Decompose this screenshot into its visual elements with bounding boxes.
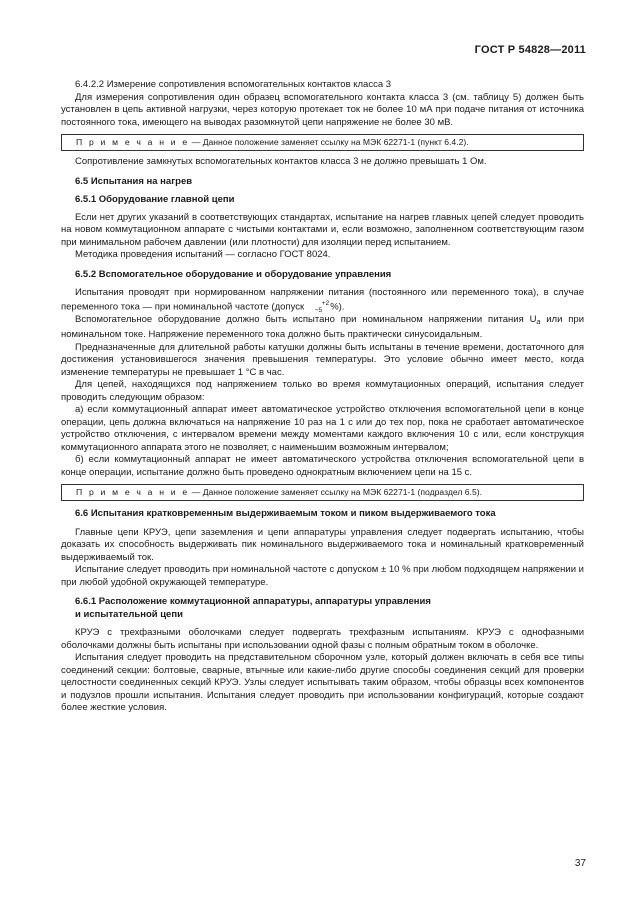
frequency-tolerance — [308, 300, 329, 314]
note-label: П р и м е ч а н и е — [76, 137, 190, 147]
text-run: или при номинальном токе. Напряжение переменного тока должно быть практически синусоидальным. — [61, 313, 585, 341]
paragraph: Сопротивление замкнутых вспомогательных контактов класса 3 не должно превышать 1 Ом. — [75, 156, 487, 167]
document-body — [61, 79, 584, 715]
paragraph: Для цепей, находящихся под напряжением только во время коммутационных операций, испытания следует проводить следующим образом: — [61, 379, 584, 403]
paragraph: Если нет других указаний в соответствующих стандартах, испытание на нагрев главных цепей следует проводить на новом коммутационном аппарате с чистыми контактами и, если возможно, заполненном соответствующим газом при минимальном рабочем давлении (или плотности) для изоляции перед испытанием. — [61, 211, 584, 248]
text-run: Вспомогательное оборудование должно быть испытано при номинальном напряжении питания U — [75, 313, 537, 325]
section-6-5-heading: 6.5 Испытания на нагрев — [75, 175, 193, 187]
list-item-a: а) если коммутационный аппарат имеет автоматическое устройство отключения вспомогательной цепи в конце операции, цепь должна включаться на напряжение 10 раз на 1 с или до тех пор, пока не сработает автоматическое устройство отключения, с интервалом времени между моментами каждого включения 10 с или, если конструкция коммутационного аппарата этого не позволяет, с наименьшим возможным интервалом; — [61, 404, 584, 453]
paragraph — [61, 314, 584, 342]
subscript: a — [536, 318, 541, 326]
note-box — [61, 484, 584, 501]
section-6-6-1-heading-line2: и испытательной цепи — [75, 608, 183, 620]
text-run: %). — [330, 301, 345, 313]
note-text: — Данное положение заменяет ссылку на МЭК 62271-1 (подраздел 6.5). — [189, 487, 482, 498]
paragraph: Испытания следует проводить на представительном сборочном узле, который должен включать в себя все типы соединений секции: болтовые, сварные, втычные или какие-либо другие способы соединения секций для проверки целостности соединенных секций КРУЭ. Узлы следует испытывать таким образом, чтобы образцы всех компонентов и подузлов прошли испытания. Испытания следует проводить при использовании конфигураций, которые создают более жесткие условия. — [61, 652, 584, 714]
standard-header: ГОСТ Р 54828—2011 — [474, 44, 586, 56]
note-text: — Данное положение заменяет ссылку на МЭК 62271-1 (пункт 6.4.2). — [189, 137, 469, 147]
section-6-5-2-heading: 6.5.2 Вспомогательное оборудование и оборудование управления — [75, 268, 392, 280]
clause-6-4-2-2-title: 6.4.2.2 Измерение сопротивления вспомогательных контактов класса 3 — [75, 79, 392, 90]
section-6-5-1-heading: 6.5.1 Оборудование главной цепи — [75, 194, 235, 205]
paragraph: Для измерения сопротивления один образец вспомогательного контакта класса 3 (см. таблицу 5) должен быть установлен в цепь активной нагрузки, через которую протекает ток не более 10 мА при подаче питания от источника постоянного тока, имеющего на выводах разомкнутой цепи напряжение не более 30 мВ. — [61, 91, 584, 128]
section-6-6-1-heading-line1: 6.6.1 Расположение коммутационной аппаратуры, аппаратуры управления — [75, 596, 431, 608]
text-run: Испытания проводят при нормированном напряжении питания (постоянного или переменного тока), в случае переменного тока — при номинальной частоте (допуск — [61, 287, 584, 313]
paragraph: Методика проведения испытаний — согласно ГОСТ 8024. — [75, 249, 331, 260]
section-6-6-heading: 6.6 Испытания кратковременным выдерживаемым током и пиком выдерживаемого тока — [75, 508, 496, 520]
note-box — [61, 134, 584, 151]
note-label: П р и м е ч а н и е — [76, 487, 190, 498]
paragraph: КРУЭ с трехфазными оболочками следует подвергать трехфазным испытаниям. КРУЭ с однофазными оболочками должны быть испытаны при использовании одной фазы с полным обратным током в оболочке. — [61, 627, 584, 651]
page-number: 37 — [574, 858, 586, 869]
paragraph: Испытание следует проводить при номинальной частоте с допуском ± 10 % при любом подходящем напряжении и при любой удобной окружающей температуре. — [61, 564, 584, 588]
tolerance-minus: −5 — [314, 306, 323, 314]
list-item-b: б) если коммутационный аппарат не имеет автоматического устройства отключения вспомогательной цепи в конце операции, испытание должно быть проведено однократным включением цепи на 15 с. — [61, 454, 584, 478]
paragraph — [61, 287, 584, 314]
paragraph: Предназначенные для длительной работы катушки должны быть испытаны в течение времени, достаточного для достижения установившегося значения превышения температуры. Это условие обычно имеет место, когда изменение температуры не превышает 1 °С в час. — [61, 341, 584, 378]
paragraph: Главные цепи КРУЭ, цепи заземления и цепи аппаратуры управления следует подвергать испытанию, чтобы доказать их способность выдерживать пик номинального выдерживаемого тока и номинальный кратковременный выдерживаемый ток. — [61, 526, 584, 563]
tolerance-plus: +2 — [321, 299, 330, 307]
